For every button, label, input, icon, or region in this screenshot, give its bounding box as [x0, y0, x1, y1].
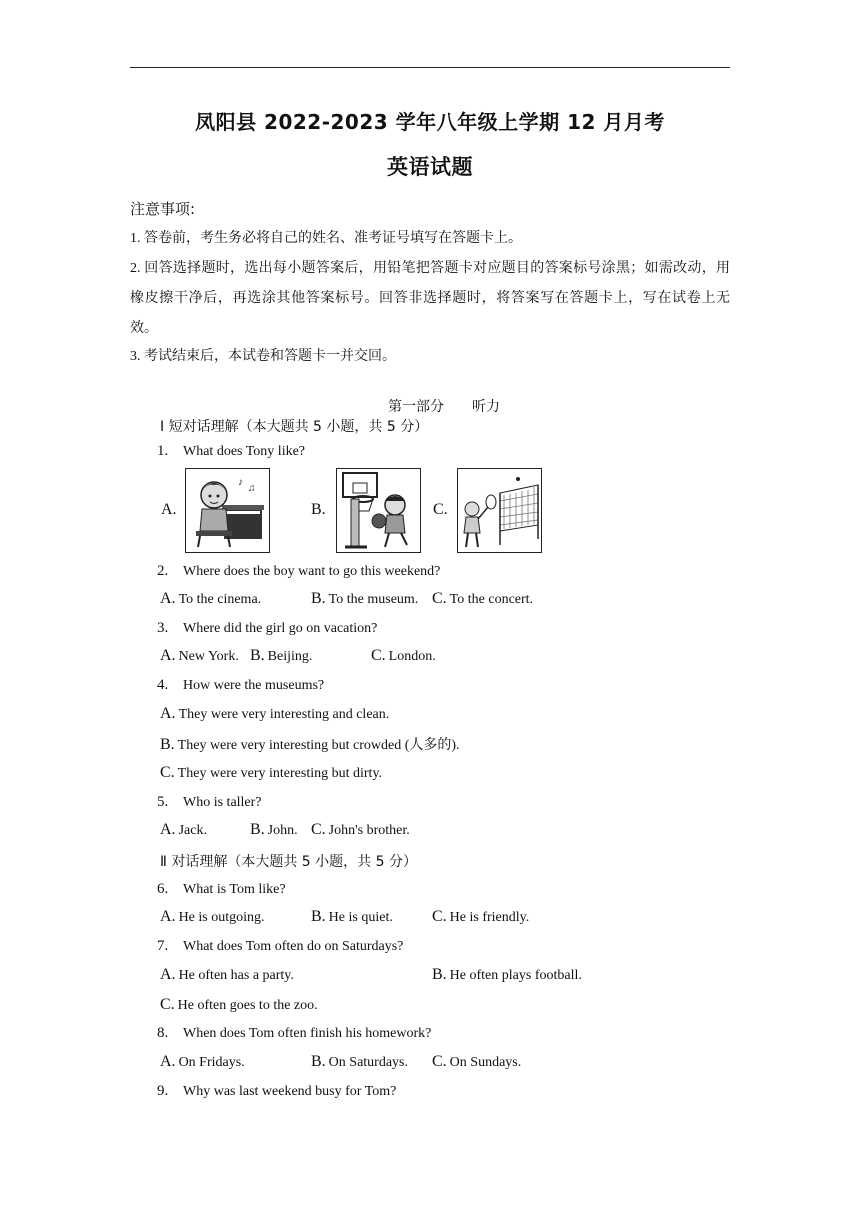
option-letter: C. [432, 908, 447, 925]
option-a[interactable] [160, 908, 265, 926]
question-number: 9. [157, 1083, 169, 1099]
option-letter: B. [250, 821, 265, 838]
question-text: When does Tom often finish his homework? [183, 1026, 432, 1041]
option-text: John. [267, 823, 298, 838]
option-text: Jack. [178, 823, 207, 838]
option-text: They were very interesting and clean. [178, 707, 390, 722]
option-a[interactable] [160, 821, 207, 839]
option-a[interactable] [160, 705, 389, 723]
option-c[interactable] [371, 647, 436, 665]
option-picture-badminton[interactable] [457, 468, 542, 553]
option-letter: A. [160, 647, 176, 664]
option-c[interactable] [432, 1053, 521, 1071]
part-title-label-2: 听力 [472, 399, 500, 415]
option-letter: A. [160, 821, 176, 838]
option-c[interactable] [432, 590, 533, 608]
note-item-2: 2. 回答选择题时，选出每小题答案后，用铅笔把答题卡对应题目的答案标号涂黑；如需改动，用橡皮擦干净后，再选涂其他答案标号。回答非选择题时，将答案写在答题卡上，写在试卷上无效。 [130, 261, 730, 336]
option-letter-b[interactable]: B. [311, 501, 326, 518]
option-a[interactable] [160, 590, 261, 608]
question-text: What is Tom like? [183, 882, 286, 897]
option-b[interactable] [311, 908, 393, 926]
question-text: What does Tony like? [183, 444, 306, 459]
option-text: Beijing. [267, 649, 313, 664]
option-letter: A. [160, 590, 176, 607]
section-heading-2: Ⅱ 对话理解（本大题共 5 小题，共 5 分） [160, 854, 417, 870]
option-c[interactable] [432, 908, 529, 926]
question-text: Why was last weekend busy for Tom? [183, 1084, 397, 1099]
question-text: How were the museums? [183, 678, 325, 693]
option-letter: A. [160, 1053, 176, 1070]
option-text: He is quiet. [328, 910, 393, 925]
option-letter: A. [160, 705, 176, 722]
option-b[interactable] [432, 966, 582, 984]
option-letter: C. [432, 590, 447, 607]
option-c[interactable] [160, 764, 382, 782]
option-a[interactable] [160, 1053, 245, 1071]
piano-picture-icon [186, 469, 269, 552]
option-text: John's brother. [328, 823, 410, 838]
question-number: 5. [157, 794, 169, 810]
option-letter: A. [160, 966, 176, 983]
exam-title: 凤阳县 2022-2023 学年八年级上学期 12 月月考 [195, 110, 665, 134]
option-b[interactable] [160, 734, 460, 754]
option-picture-piano[interactable] [185, 468, 270, 553]
top-rule [130, 67, 730, 68]
question-9 [157, 1083, 396, 1100]
option-letter: C. [371, 647, 386, 664]
option-text: He often goes to the zoo. [177, 998, 318, 1013]
option-letter: C. [311, 821, 326, 838]
option-b[interactable] [311, 590, 418, 608]
option-c[interactable] [160, 996, 318, 1014]
question-5 [157, 794, 262, 811]
option-text: He is outgoing. [178, 910, 265, 925]
notes-heading: 注意事项: [130, 200, 196, 218]
question-number: 6. [157, 881, 169, 897]
option-text: New York. [178, 649, 239, 664]
section-heading-1: Ⅰ 短对话理解（本大题共 5 小题，共 5 分） [160, 419, 429, 435]
option-text: To the museum. [328, 592, 419, 607]
question-3 [157, 620, 377, 637]
option-c[interactable] [311, 821, 410, 839]
question-number: 4. [157, 677, 169, 693]
option-b[interactable] [311, 1053, 408, 1071]
option-text: To the cinema. [178, 592, 262, 607]
exam-subtitle: 英语试题 [387, 155, 473, 179]
svg-text:♫: ♫ [248, 483, 256, 494]
option-letter: B. [311, 590, 326, 607]
option-letter-c[interactable]: C. [433, 501, 448, 518]
part-title [388, 396, 500, 416]
question-number: 8. [157, 1025, 169, 1041]
option-letter: B. [311, 1053, 326, 1070]
option-letter: C. [160, 996, 175, 1013]
question-8 [157, 1025, 431, 1042]
option-text: To the concert. [449, 592, 534, 607]
question-7 [157, 938, 403, 955]
option-a[interactable] [160, 966, 294, 984]
question-1 [157, 443, 305, 460]
option-letter: A. [160, 908, 176, 925]
question-number: 2. [157, 563, 169, 579]
option-text: He is friendly. [449, 910, 530, 925]
question-number: 7. [157, 938, 169, 954]
question-number: 1. [157, 443, 169, 459]
note-item-3: 3. 考试结束后，本试卷和答题卡一并交回。 [130, 349, 396, 364]
option-letter: B. [432, 966, 447, 983]
question-2 [157, 563, 440, 580]
option-text: On Sundays. [449, 1055, 522, 1070]
option-letter: B. [160, 736, 175, 753]
question-text: Who is taller? [183, 795, 262, 810]
option-text: They were very interesting but crowded (人多的). [177, 738, 460, 753]
option-letter-a[interactable]: A. [161, 501, 177, 518]
option-b[interactable] [250, 647, 312, 665]
option-text: On Fridays. [178, 1055, 245, 1070]
option-letter: C. [432, 1053, 447, 1070]
svg-text:♪: ♪ [238, 477, 243, 488]
badminton-picture-icon [458, 469, 541, 552]
option-letter: C. [160, 764, 175, 781]
basketball-picture-icon [337, 469, 420, 552]
option-b[interactable] [250, 821, 298, 839]
question-4 [157, 677, 324, 694]
option-picture-basketball[interactable] [336, 468, 421, 553]
question-text: Where did the girl go on vacation? [183, 621, 378, 636]
question-text: What does Tom often do on Saturdays? [183, 939, 404, 954]
option-text: He often has a party. [178, 968, 294, 983]
option-text: They were very interesting but dirty. [177, 766, 383, 781]
option-letter: B. [250, 647, 265, 664]
option-text: He often plays football. [449, 968, 582, 983]
part-title-label: 第一部分 [388, 399, 444, 415]
question-number: 3. [157, 620, 169, 636]
option-text: On Saturdays. [328, 1055, 408, 1070]
question-text: Where does the boy want to go this weekend? [183, 564, 441, 579]
option-a[interactable] [160, 647, 239, 665]
note-item-1: 1. 答卷前，考生务必将自己的姓名、准考证号填写在答题卡上。 [130, 231, 522, 246]
option-letter: B. [311, 908, 326, 925]
option-text: London. [388, 649, 436, 664]
question-6 [157, 881, 286, 898]
